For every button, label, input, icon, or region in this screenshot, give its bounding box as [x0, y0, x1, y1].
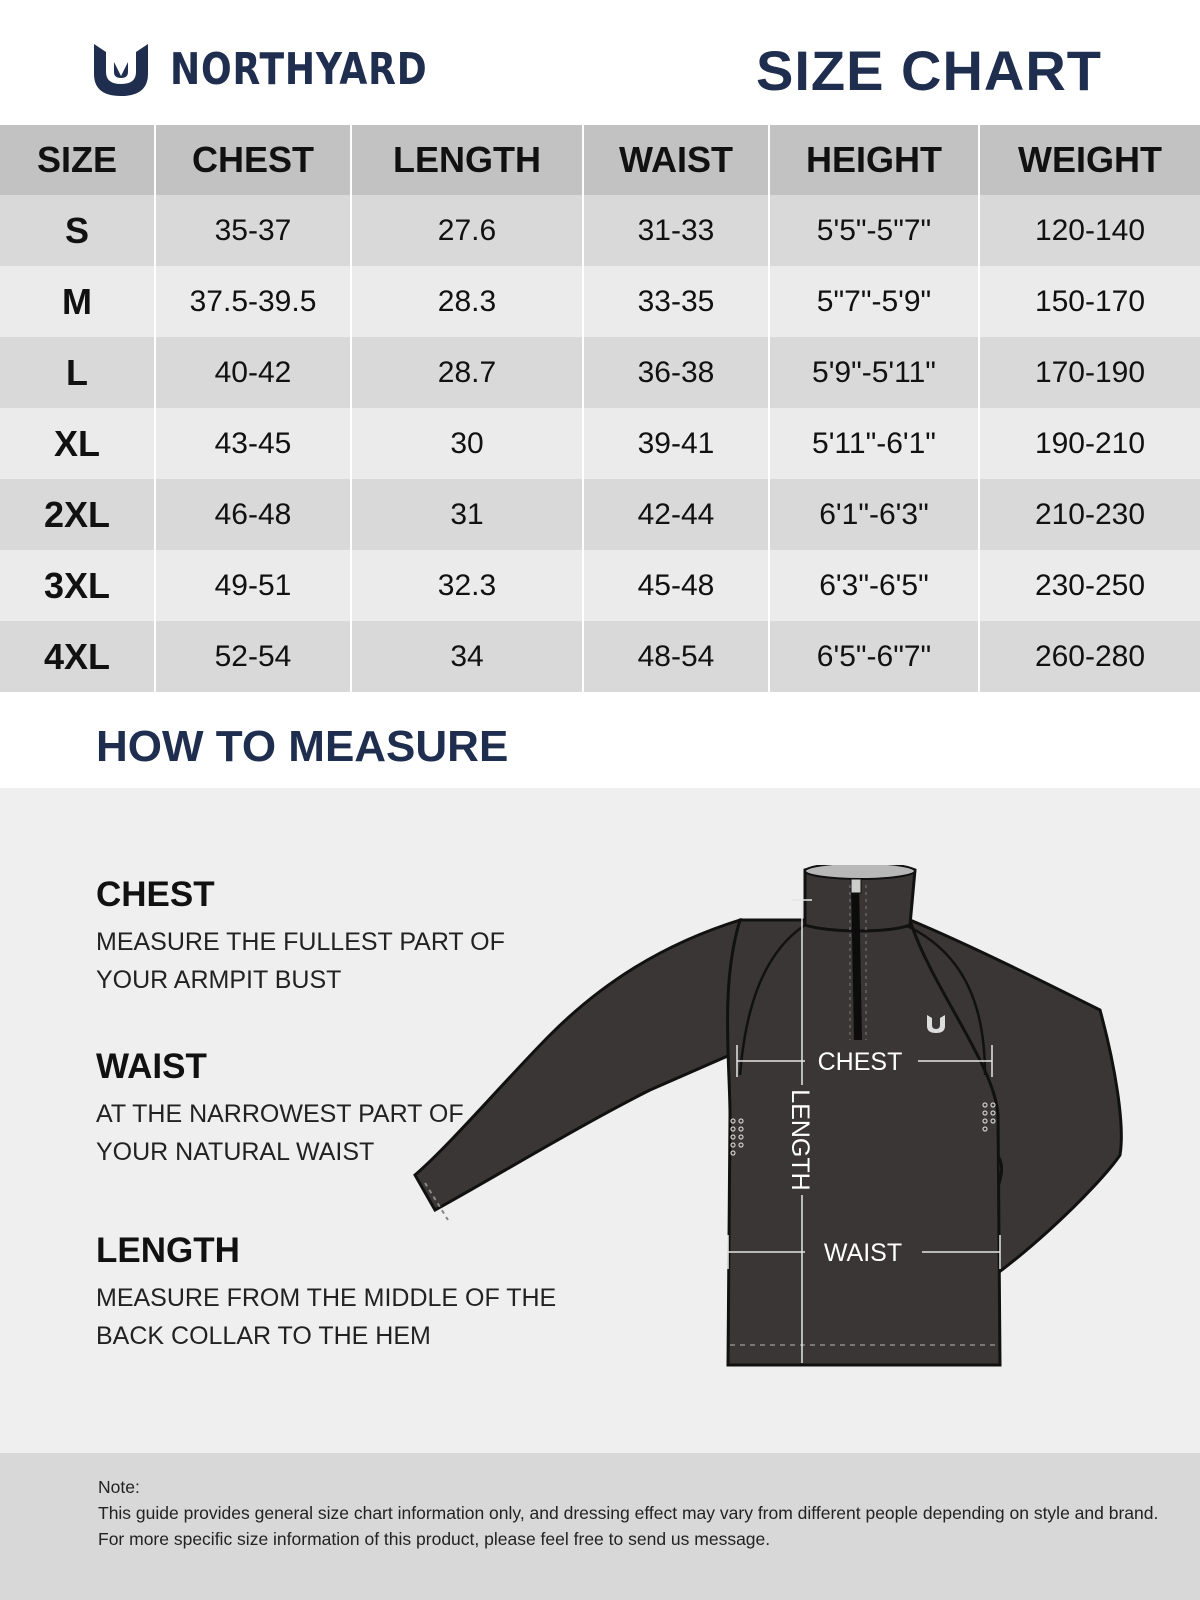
- measure-description: MEASURE THE FULLEST PART OF YOUR ARMPIT BUST: [96, 928, 505, 994]
- length-cell: 31: [351, 479, 583, 550]
- length-cell: 28.3: [351, 266, 583, 337]
- chest-cell: 43-45: [155, 408, 351, 479]
- column-header-height: HEIGHT: [769, 125, 979, 195]
- table-row: [0, 337, 1200, 408]
- size-chart-table: [0, 125, 1200, 692]
- length-cell: 34: [351, 621, 583, 692]
- chest-cell: 37.5-39.5: [155, 266, 351, 337]
- measure-heading: CHEST: [96, 875, 215, 914]
- weight-cell: 210-230: [979, 479, 1200, 550]
- chest-cell: 46-48: [155, 479, 351, 550]
- brand-logo-icon: [92, 42, 150, 98]
- chest-cell: 52-54: [155, 621, 351, 692]
- measure-heading: WAIST: [96, 1047, 207, 1086]
- diagram-length-label: LENGTH: [786, 1089, 814, 1191]
- length-cell: 32.3: [351, 550, 583, 621]
- weight-cell: 150-170: [979, 266, 1200, 337]
- size-cell: 3XL: [0, 550, 155, 621]
- size-cell: S: [0, 195, 155, 266]
- diagram-waist-label: WAIST: [823, 1239, 903, 1267]
- length-cell: 27.6: [351, 195, 583, 266]
- note: [98, 1474, 1158, 1552]
- brand-name: NORTHYARD: [170, 44, 428, 95]
- how-to-measure-title: HOW TO MEASURE: [96, 722, 509, 771]
- waist-cell: 36-38: [583, 337, 769, 408]
- size-cell: XL: [0, 408, 155, 479]
- size-cell: L: [0, 337, 155, 408]
- size-cell: M: [0, 266, 155, 337]
- size-cell: 2XL: [0, 479, 155, 550]
- chest-cell: 49-51: [155, 550, 351, 621]
- waist-cell: 33-35: [583, 266, 769, 337]
- table-row: [0, 479, 1200, 550]
- table-row: [0, 408, 1200, 479]
- weight-cell: 230-250: [979, 550, 1200, 621]
- size-cell: 4XL: [0, 621, 155, 692]
- table-row: [0, 195, 1200, 266]
- weight-cell: 120-140: [979, 195, 1200, 266]
- waist-cell: 45-48: [583, 550, 769, 621]
- waist-cell: 42-44: [583, 479, 769, 550]
- length-cell: 28.7: [351, 337, 583, 408]
- length-cell: 30: [351, 408, 583, 479]
- column-header-size: SIZE: [0, 125, 155, 195]
- column-header-chest: CHEST: [155, 125, 351, 195]
- column-header-length: LENGTH: [351, 125, 583, 195]
- height-cell: 5'5"-5"7": [769, 195, 979, 266]
- height-cell: 6'3"-6'5": [769, 550, 979, 621]
- chest-cell: 40-42: [155, 337, 351, 408]
- height-cell: 5"7"-5'9": [769, 266, 979, 337]
- height-cell: 6'5"-6"7": [769, 621, 979, 692]
- height-cell: 6'1"-6'3": [769, 479, 979, 550]
- weight-cell: 260-280: [979, 621, 1200, 692]
- weight-cell: 190-210: [979, 408, 1200, 479]
- measure-item-waist: [96, 1047, 464, 1171]
- waist-cell: 39-41: [583, 408, 769, 479]
- note-line-1: This guide provides general size chart information only, and dressing effect may vary from different people depending on style and brand.: [98, 1503, 1159, 1523]
- table-row: [0, 621, 1200, 692]
- measure-description: AT THE NARROWEST PART OF YOUR NATURAL WAIST: [96, 1100, 464, 1166]
- diagram-chest-label: CHEST: [817, 1048, 903, 1076]
- height-cell: 5'11"-6'1": [769, 408, 979, 479]
- header: [0, 0, 1200, 125]
- weight-cell: 170-190: [979, 337, 1200, 408]
- table-header-row: [0, 125, 1200, 195]
- measure-heading: LENGTH: [96, 1231, 240, 1270]
- table-row: [0, 550, 1200, 621]
- note-line-2: For more specific size information of this product, please feel free to send us message.: [98, 1529, 771, 1549]
- jacket-illustration: [415, 865, 1121, 1365]
- page-title: SIZE CHART: [756, 39, 1102, 102]
- measure-description: MEASURE FROM THE MIDDLE OF THE BACK COLLAR TO THE HEM: [96, 1284, 557, 1350]
- waist-cell: 48-54: [583, 621, 769, 692]
- waist-cell: 31-33: [583, 195, 769, 266]
- jacket-diagram: [410, 865, 1160, 1400]
- height-cell: 5'9"-5'11": [769, 337, 979, 408]
- note-label: Note:: [98, 1477, 140, 1497]
- column-header-weight: WEIGHT: [979, 125, 1200, 195]
- table-row: [0, 266, 1200, 337]
- chest-cell: 35-37: [155, 195, 351, 266]
- column-header-waist: WAIST: [583, 125, 769, 195]
